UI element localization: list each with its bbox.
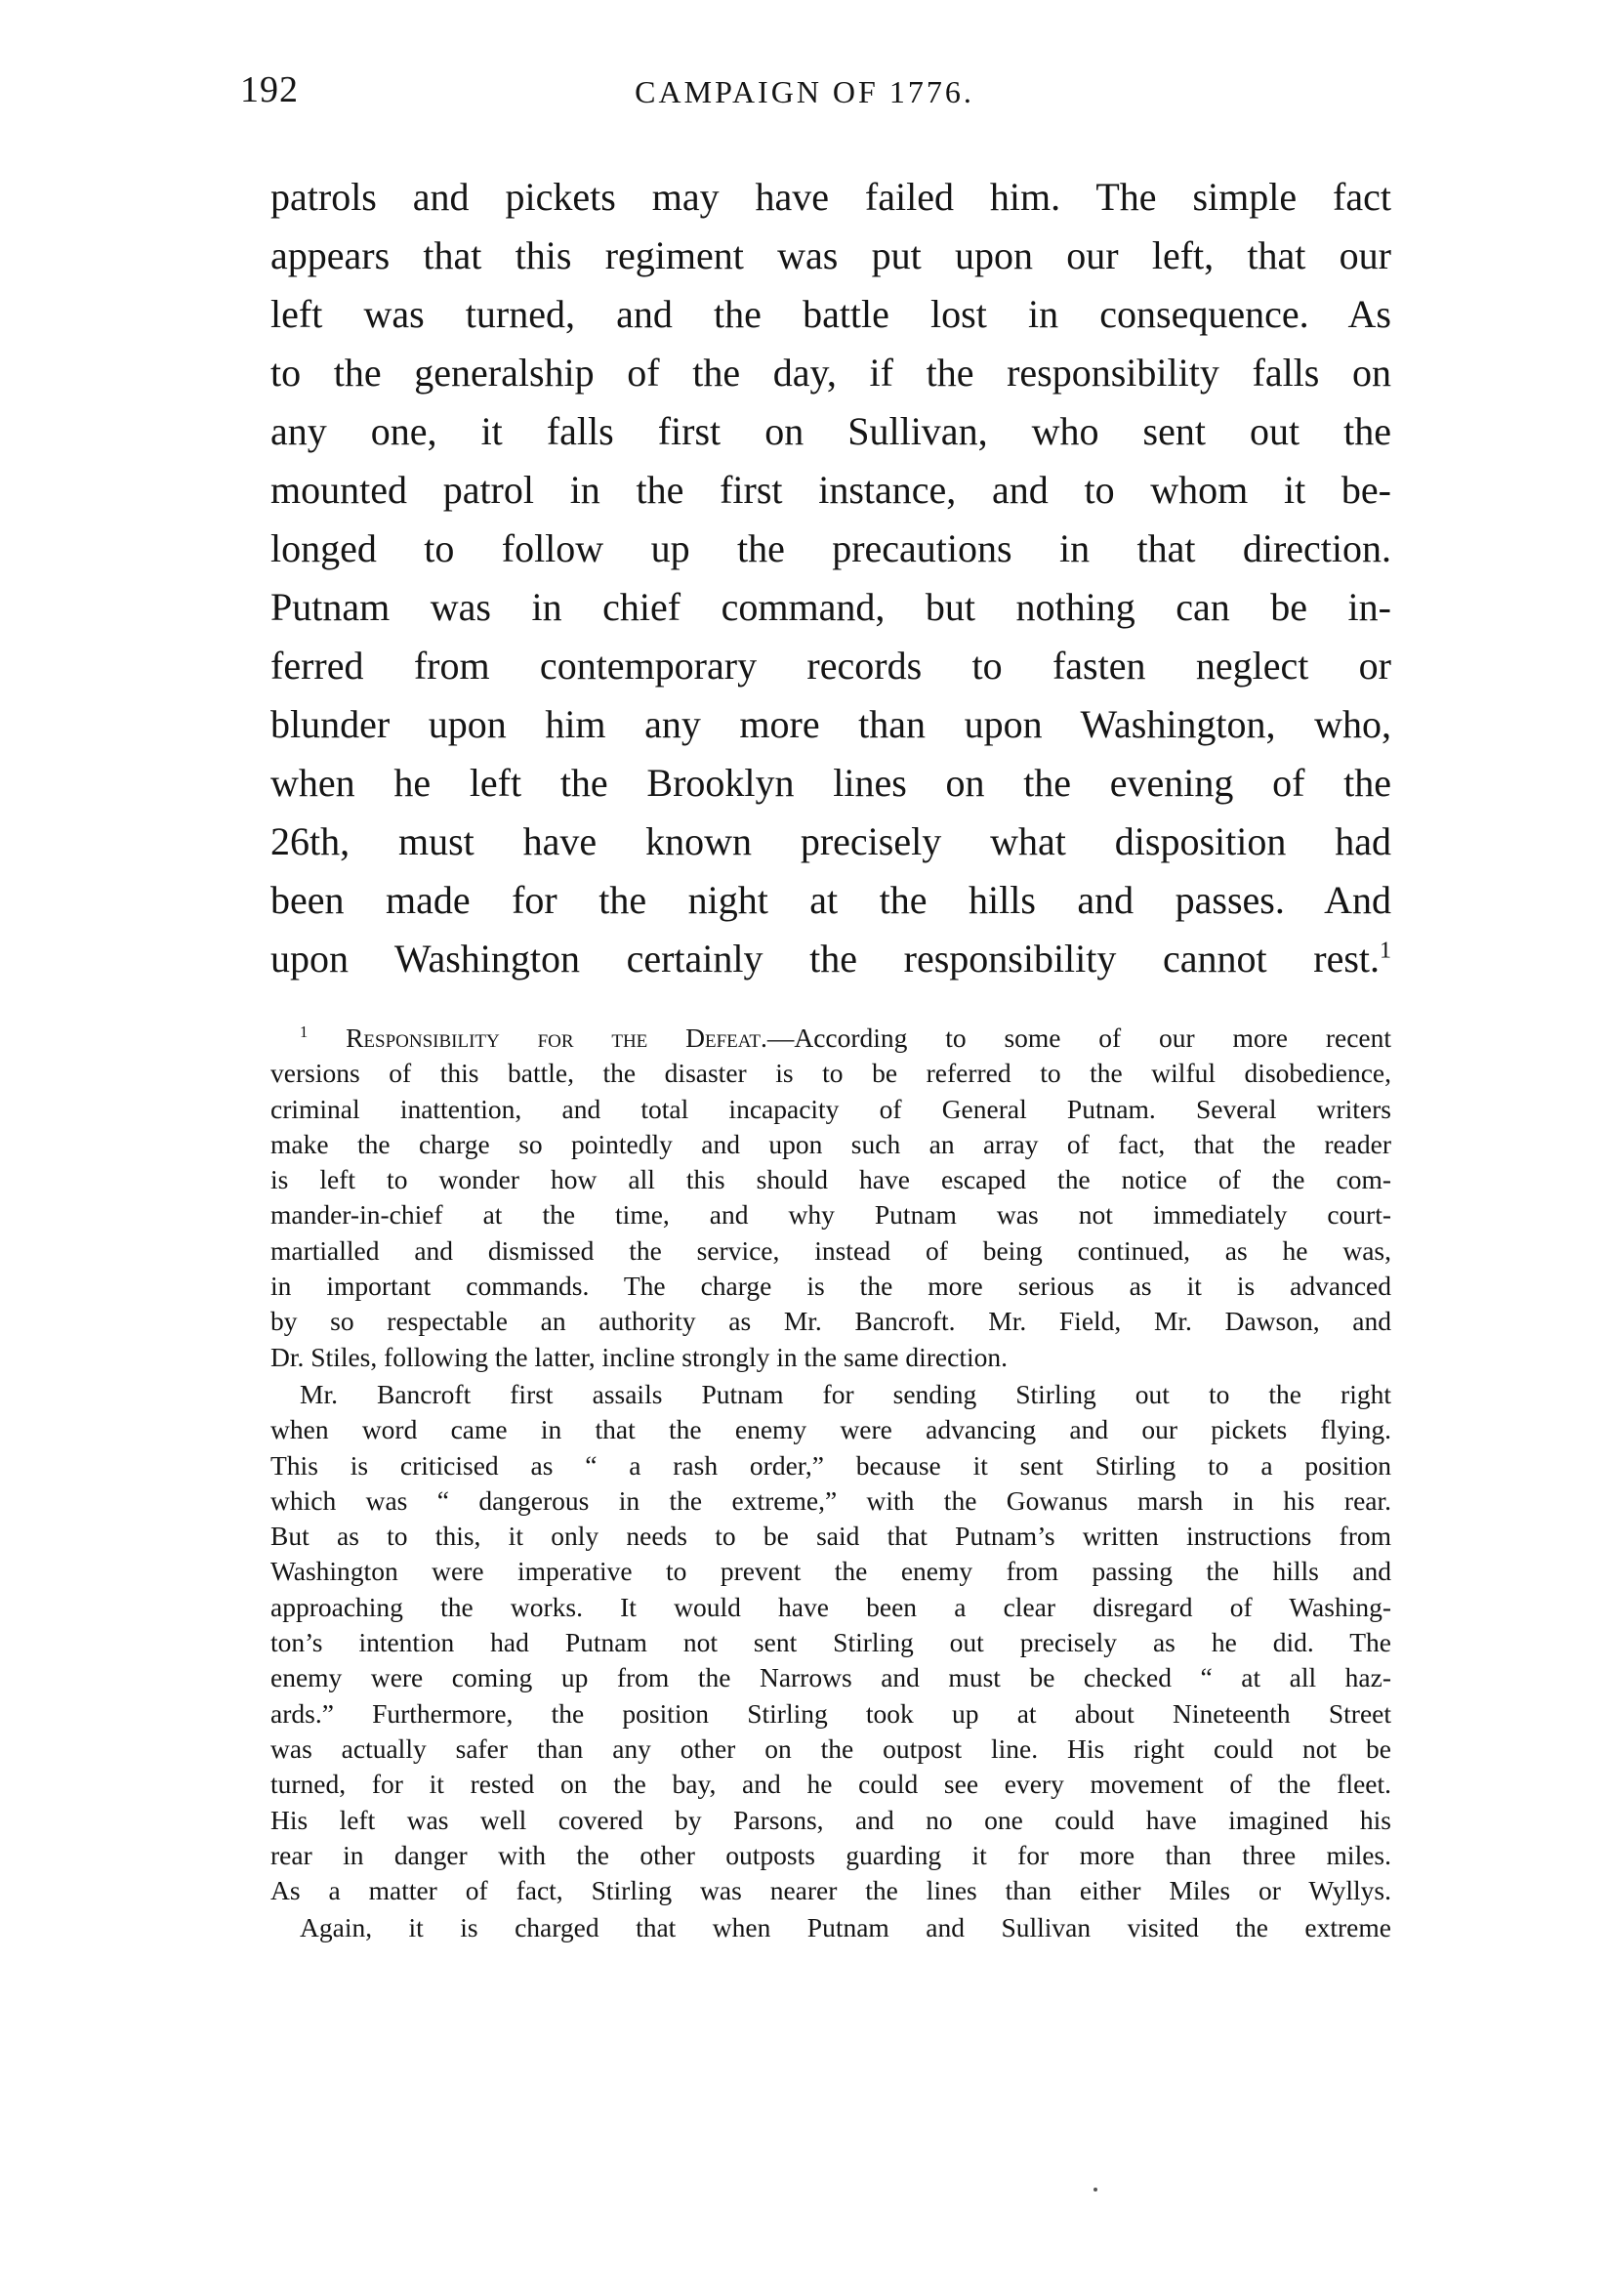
footnote-line: which was “ dangerous in the extreme,” with the Gowanus marsh in his rear. (270, 1485, 1391, 1516)
footnote-line: make the charge so pointedly and upon such an array of fact, that the reader (270, 1129, 1391, 1159)
footnote-line: turned, for it rested on the bay, and he could see every movement of the fleet. (270, 1769, 1391, 1799)
footnote-line: ton’s intention had Putnam not sent Stirling out precisely as he did. The (270, 1627, 1391, 1657)
footnote-line: in important commands. The charge is the more serious as it is advanced (270, 1271, 1391, 1301)
footnote-line: Mr. Bancroft first assails Putnam for sending Stirling out to the right (300, 1379, 1391, 1409)
footnote-line: criminal inattention, and total incapacity of General Putnam. Several writers (270, 1094, 1391, 1124)
footnote-line: This is criticised as “ a rash order,” because it sent Stirling to a position (270, 1450, 1391, 1481)
body-line: patrols and pickets may have failed him. The simple fact (270, 175, 1391, 219)
body-line: mounted patrol in the first instance, and to whom it be- (270, 468, 1391, 512)
footnote-line: ards.” Furthermore, the position Stirling took up at about Nineteenth Street (270, 1698, 1391, 1729)
footnote-first-line-text: —According to some of our more recent (766, 1023, 1391, 1053)
body-line: blunder upon him any more than upon Washington, who, (270, 702, 1391, 746)
footnote-line: martialled and dismissed the service, instead of being continued, as he was, (270, 1235, 1391, 1266)
body-line: when he left the Brooklyn lines on the evening of the (270, 761, 1391, 805)
footnote-line: As a matter of fact, Stirling was nearer the lines than either Miles or Wyllys. (270, 1875, 1391, 1905)
footnote-heading: Responsibility for the Defeat. (346, 1023, 767, 1053)
footnote-line: Again, it is charged that when Putnam and Sullivan visited the extreme (300, 1912, 1391, 1942)
body-line (270, 930, 1391, 988)
scan-speck (1093, 2188, 1097, 2192)
footnote-line: Washington were imperative to prevent the enemy from passing the hills and (270, 1556, 1391, 1586)
footnote-line: versions of this battle, the disaster is to be referred to the wilful disobedience, (270, 1058, 1391, 1088)
body-line: been made for the night at the hills and passes. And (270, 878, 1391, 922)
footnote-line: approaching the works. It would have been a clear disregard of Washing- (270, 1592, 1391, 1622)
body-line-text: upon Washington certainly the responsibility cannot rest. (270, 937, 1380, 981)
footnote-first-line (270, 1021, 1391, 1056)
footnote-line: when word came in that the enemy were advancing and our pickets flying. (270, 1414, 1391, 1444)
footnote-line: But as to this, it only needs to be said that Putnam’s written instructions from (270, 1521, 1391, 1551)
footnote-line: is left to wonder how all this should have escaped the notice of the com- (270, 1164, 1391, 1194)
page-number: 192 (240, 69, 299, 110)
body-line: longed to follow up the precautions in that direction. (270, 526, 1391, 570)
footnote-line: rear in danger with the other outposts guarding it for more than three miles. (270, 1840, 1391, 1870)
body-line: 26th, must have known precisely what disposition had (270, 819, 1391, 863)
body-line: any one, it falls first on Sullivan, who sent out the (270, 409, 1391, 453)
running-title: CAMPAIGN OF 1776. (635, 74, 974, 109)
footnote-line: was actually safer than any other on the outpost line. His right could not be (270, 1733, 1391, 1764)
body-line: Putnam was in chief command, but nothing can be in- (270, 585, 1391, 629)
footnote-line: mander-in-chief at the time, and why Putnam was not immediately court- (270, 1199, 1391, 1230)
body-line: left was turned, and the battle lost in consequence. As (270, 292, 1391, 336)
body-line: to the generalship of the day, if the responsibility falls on (270, 351, 1391, 395)
body-line: ferred from contemporary records to fasten neglect or (270, 644, 1391, 688)
footnote-line: by so respectable an authority as Mr. Bancroft. Mr. Field, Mr. Dawson, and (270, 1306, 1391, 1336)
body-line: appears that this regiment was put upon our left, that our (270, 233, 1391, 277)
footnote-line: Dr. Stiles, following the latter, incline strongly in the same direction. (270, 1342, 1009, 1372)
footnote-marker: 1 (300, 1022, 309, 1041)
footnote-reference: 1 (1380, 938, 1391, 964)
footnote-line: His left was well covered by Parsons, and no one could have imagined his (270, 1805, 1391, 1835)
footnote-line: enemy were coming up from the Narrows and must be checked “ at all haz- (270, 1662, 1391, 1692)
